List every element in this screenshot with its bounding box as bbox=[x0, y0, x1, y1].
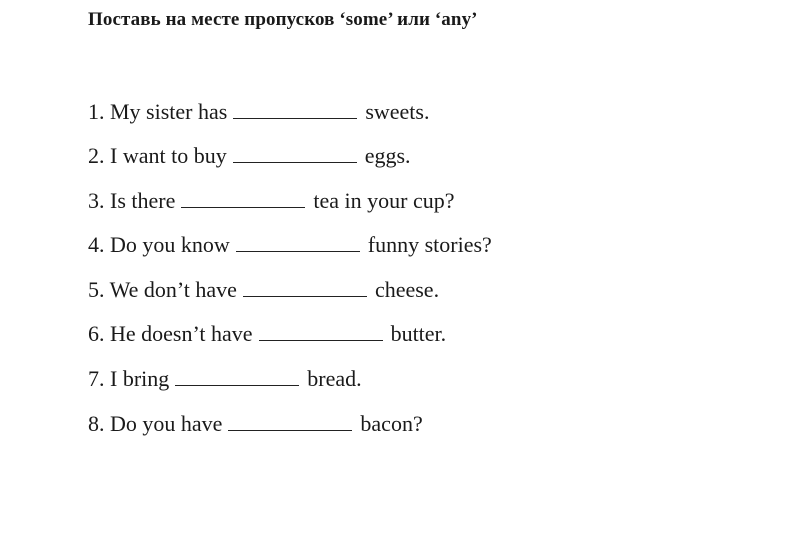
exercise-prefix: 3. Is there bbox=[88, 188, 176, 213]
answer-blank bbox=[233, 142, 357, 163]
answer-blank bbox=[175, 365, 299, 386]
answer-blank bbox=[181, 187, 305, 208]
exercise-suffix: funny stories? bbox=[367, 232, 492, 257]
exercise-suffix: butter. bbox=[390, 321, 447, 346]
exercise-item bbox=[88, 231, 492, 259]
exercise-item bbox=[88, 187, 454, 215]
exercise-prefix: 6. He doesn’t have bbox=[88, 321, 253, 346]
exercise-suffix: sweets. bbox=[365, 99, 430, 124]
exercise-item bbox=[88, 276, 439, 304]
answer-blank bbox=[236, 231, 360, 252]
exercise-suffix: cheese. bbox=[374, 277, 440, 302]
answer-blank bbox=[233, 98, 357, 119]
exercise-item bbox=[88, 320, 446, 348]
exercise-suffix: bread. bbox=[307, 366, 362, 391]
exercise-item bbox=[88, 98, 429, 126]
exercise-prefix: 2. I want to buy bbox=[88, 143, 227, 168]
exercise-suffix: tea in your cup? bbox=[313, 188, 455, 213]
exercise-prefix: 4. Do you know bbox=[88, 232, 230, 257]
exercise-item bbox=[88, 365, 362, 393]
exercise-suffix: bacon? bbox=[360, 411, 423, 436]
answer-blank bbox=[228, 410, 352, 431]
exercise-prefix: 5. We don’t have bbox=[88, 277, 237, 302]
exercise-prefix: 8. Do you have bbox=[88, 411, 223, 436]
exercise-item bbox=[88, 142, 411, 170]
exercise-prefix: 7. I bring bbox=[88, 366, 170, 391]
exercise-item bbox=[88, 410, 423, 438]
worksheet-title: Поставь на месте пропусков ‘some’ или ‘any’ bbox=[88, 9, 478, 30]
exercise-suffix: eggs. bbox=[364, 143, 411, 168]
exercise-prefix: 1. My sister has bbox=[88, 99, 228, 124]
answer-blank bbox=[259, 320, 383, 341]
answer-blank bbox=[243, 276, 367, 297]
